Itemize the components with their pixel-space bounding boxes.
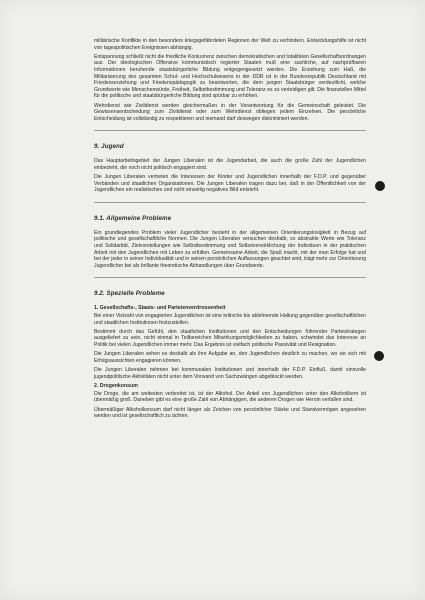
- section-paragraph: Bestimmt durch das Gefühl, den staatlichen Institutionen und den Entscheidungen führender Parteistrategen ausgeliefert zu sein, nicht einmal in Teilbereichen Mitwirkungsmöglichkeiten zu haben, schwindet das Interesse an Politik bei vielen Jugendlichen immer mehr. Das Ergebnis ist vielfach politische Passivität und Resignation.: [94, 328, 366, 348]
- intro-paragraph: militärische Konflikte in den besonders kriegsgefährdeten Regionen der Welt zu verhindern. Entwicklungshilfe ist nicht von tagespolitischen Ereignissen abhängig.: [94, 38, 366, 51]
- page-content: [94, 38, 366, 422]
- section-heading: 9.2. Spezielle Probleme: [94, 290, 165, 298]
- subsection-heading: 2. Drogenkonsum: [94, 383, 138, 390]
- intro-paragraph: Entspannung schließt nicht die friedliche Konkurrenz zwischen demokratischen und totalitären Gesellschaftsordnungen aus. Der ideologischen Offensive kommunistisch regierter Staaten muß eine sachliche, auf nachprüfbaren Informationen beruhende staatsbürgerliche Bildung entgegengesetzt werden. Die Erziehung zum Haß, die Militarisierung des gesamten Schul- und Hochschulwesens in der DDR ist in der Bundesrepublik Deutschland mit Friedenserziehung und Friedenspädagogik zu beantworten, die dem jungen Staatsbürger verdeutlicht, welche Grundwerte wie Menschenwürde, Freiheit, Selbstbestimmung und Toleranz es zu verteidigen gilt. Die finanziellen Mittel für die politische und staatsbürgerliche Bildung sind spürbar zu erhöhen.: [94, 53, 366, 100]
- section-paragraph: Übermäßiger Alkoholkonsum darf nicht länger als Zeichen von persönlicher Stärke und Standvermögen angesehen werden und ist gesellschaftlich zu ächten.: [94, 406, 366, 420]
- section-divider: [94, 202, 366, 203]
- section-paragraph: Bei einer Vielzahl von engagierten Jugendlichen ist eine kritische bis ablehnende Haltung gegenüber gesellschaftlichen und staatlichen Institutionen festzustellen.: [94, 313, 366, 326]
- section-paragraph: Die Jungen Liberalen vertreten die Interessen der Kinder und Jugendlichen innerhalb der F.D.P. und gegenüber Verbänden und staatlichen Organisationen. Die Jungen Liberalen tragen dazu bei, daß in der Öffentlichkeit von der Jugendlichen ein realistisches und nicht einseitig negatives Bild entsteht.: [94, 174, 366, 194]
- section-heading: 9.1. Allgemeine Probleme: [94, 214, 172, 222]
- punch-hole-bottom: [374, 351, 384, 361]
- subsection-heading: 1. Gesellschafts-, Staats- und Parteienverdrossenheit: [94, 305, 226, 312]
- section-paragraph: Die Jungen Liberalen nehmen bei kommunalen Institutionen und innerhalb der F.D.P. Einfluß, damit sinnvolle jugendpolitische Aktivitäten nicht unter dem Vorwand von Sachzwängen abgeblockt werden.: [94, 366, 366, 380]
- punch-hole-top: [375, 181, 385, 191]
- section-paragraph: Die Droge, die am weitesten verbreitet ist, ist der Alkohol. Der Anteil von Jugendlichen unter den Alkoholikern ist übermäßig groß. Daneben gibt es eine große Zahl von Abhängigen, die anderen Drogen wie Heroin verfallen sind.: [94, 390, 366, 404]
- intro-paragraph: Wehrdienst wie Zivildienst werden gleichermaßen in der Verantwortung für die Gemeinschaft geleistet. Die Gewissensentscheidung zum Zivildienst oder zum Wehrdienst obliegen jedem Einzelnen. Die persönliche Entscheidung ist vollständig zu respektieren und niemand darf deswegen diskriminiert werden.: [94, 102, 366, 122]
- section-divider: [94, 277, 366, 278]
- section-divider: [94, 130, 366, 131]
- section-paragraph: Das Hauptarbeitsgebiet der Jungen Liberalen ist die Jugendarbeit, die auch die große Zahl der Jugendlichen einbezieht, die noch nicht politisch engagiert sind.: [94, 158, 366, 171]
- section-heading: 9. Jugend: [94, 143, 124, 151]
- section-paragraph: Ein grundlegendes Problem vieler Jugendlicher besteht in der allgemeinen Orientierungslosigkeit in Bezug auf politische und gesellschaftliche Normen. Die Jungen Liberalen versuchen deshalb, so abstrakte Werte wie Toleranz und Solidarität, Zielvorstellungen wie Selbstbestimmung und Selbstverwirklichung der Individuen in der praktischen Arbeit mit den Jugendlichen mit Leben zu erfüllen. Gemeinsame Arbeit, die Spaß macht, mit der man Erfolge hat und bei der jeder in seiner Individualität und in seinen persönlichen Auffassungen geachtet wird, trägt mehr zur Orientierung Jugendlicher bei als brillante theoretische Abhandlungen über Grundwerte.: [94, 229, 366, 269]
- section-paragraph: Die Jungen Liberalen sehen es deshalb als ihre Aufgabe an, den Jugendlichen deutlich zu machen, wo sie sich mit Erfolgsaussichten engagieren können.: [94, 351, 366, 364]
